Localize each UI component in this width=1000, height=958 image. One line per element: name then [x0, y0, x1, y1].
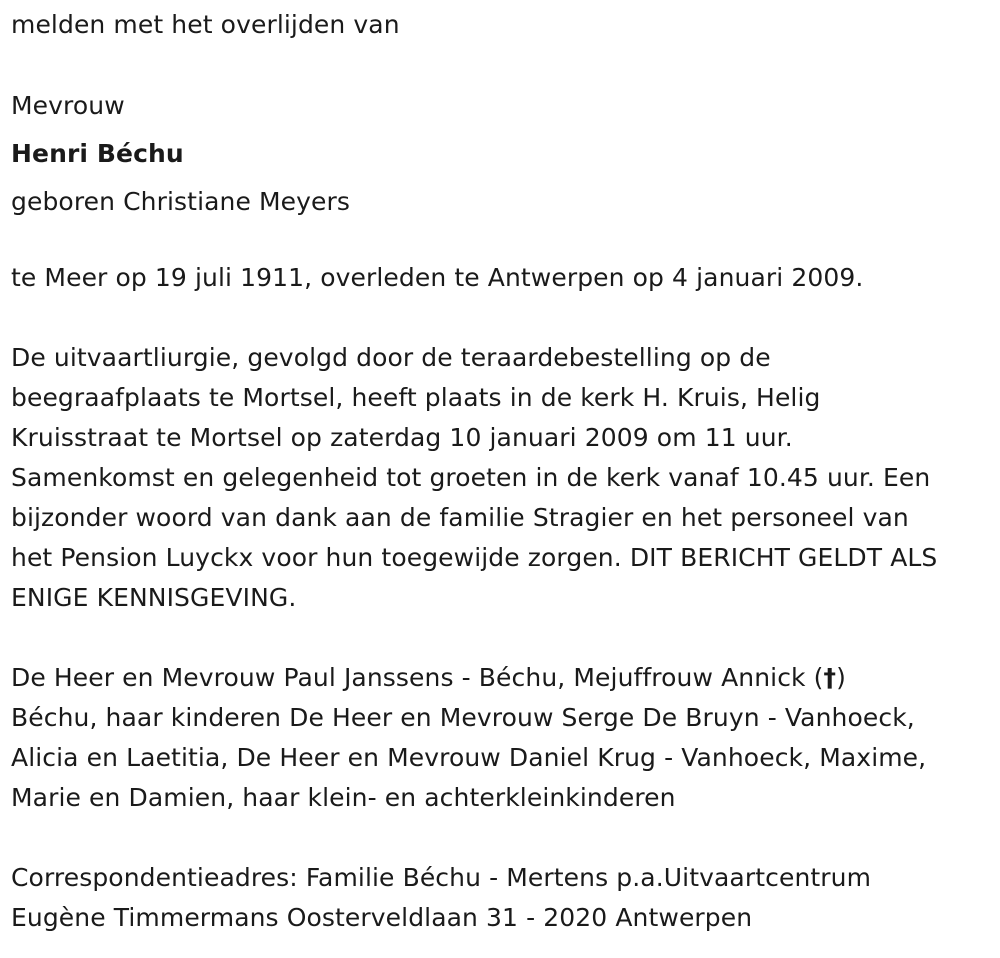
ceremony-line: beegraafplaats te Mortsel, heeft plaats in de kerk H. Kruis, Helig	[11, 383, 821, 412]
correspondence-line: Correspondentieadres: Familie Béchu - Mertens p.a.Uitvaartcentrum	[11, 863, 872, 892]
ceremony-line: bijzonder woord van dank aan de familie Stragier en het personeel van	[11, 503, 909, 532]
birth-death-details: te Meer op 19 juli 1911, overleden te Antwerpen op 4 januari 2009.	[11, 263, 864, 292]
correspondence-paragraph	[11, 858, 996, 938]
family-line-text: De Heer en Mevrouw Paul Janssens - Béchu, Mejuffrouw Annick (	[11, 663, 824, 692]
family-line: Béchu, haar kinderen De Heer en Mevrouw Serge De Bruyn - Vanhoeck,	[11, 703, 915, 732]
birth-name: geboren Christiane Meyers	[11, 187, 351, 216]
intro-text: melden met het overlijden van	[11, 10, 400, 39]
ceremony-line: het Pension Luyckx voor hun toegewijde zorgen. DIT BERICHT GELDT ALS	[11, 543, 938, 572]
ceremony-line: Kruisstraat te Mortsel op zaterdag 10 januari 2009 om 11 uur.	[11, 423, 793, 452]
ceremony-line: Samenkomst en gelegenheid tot groeten in de kerk vanaf 10.45 uur. Een	[11, 463, 931, 492]
death-notice	[11, 0, 996, 938]
ceremony-line: De uitvaartliurgie, gevolgd door de teraardebestelling op de	[11, 343, 771, 372]
family-line: Marie en Damien, haar klein- en achterkleinkinderen	[11, 783, 676, 812]
family-paragraph	[11, 658, 996, 818]
correspondence-line: Eugène Timmermans Oosterveldlaan 31 - 2020 Antwerpen	[11, 903, 753, 932]
ceremony-line: ENIGE KENNISGEVING.	[11, 583, 297, 612]
deceased-name: Henri Béchu	[11, 139, 184, 168]
ceremony-paragraph	[11, 338, 996, 618]
family-line	[11, 658, 996, 698]
family-line: Alicia en Laetitia, De Heer en Mevrouw Daniel Krug - Vanhoeck, Maxime,	[11, 743, 927, 772]
family-line-text: )	[836, 663, 847, 692]
cross-icon: †	[823, 663, 837, 692]
honorific-title: Mevrouw	[11, 91, 125, 120]
